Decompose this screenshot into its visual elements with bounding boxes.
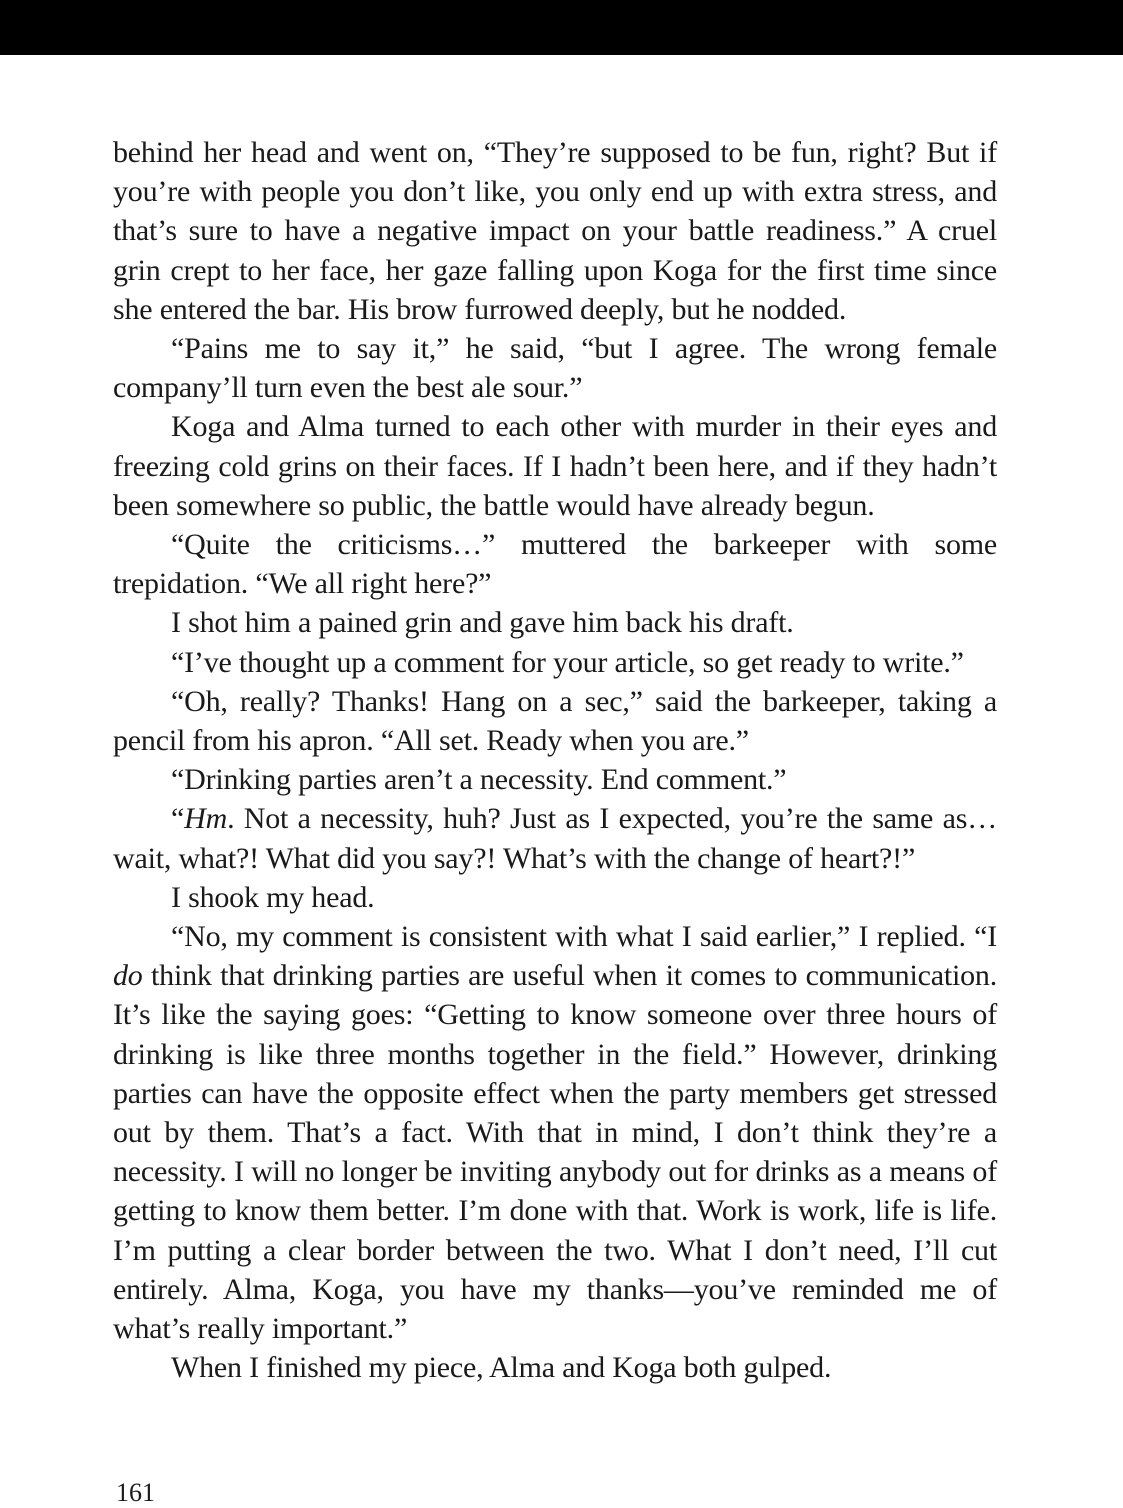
paragraph bbox=[113, 407, 997, 525]
text-run: I shot him a pained grin and gave him back his draft. bbox=[171, 606, 794, 640]
italic-text: Hm bbox=[184, 802, 228, 836]
text-run: think that drinking parties are useful when it comes to communication. It’s like the saying goes: “Getting to know someone over three hours of drinking is like three months together in the field.” However, drinking parties can have the opposite effect when the party members get stressed out by them. That’s a fact. With that in mind, I don’t think they’re a necessity. I will no longer be inviting anybody out for drinks as a means of getting to know them better. I’m done with that. Work is work, life is life. I’m putting a clear border between the two. What I don’t need, I’ll cut entirely. Alma, Koga, you have my thanks—you’ve reminded me of what’s really important.” bbox=[113, 959, 997, 1346]
text-run: “Quite the criticisms…” muttered the barkeeper with some trepidation. “We all right here?” bbox=[113, 528, 997, 601]
text-run: “Oh, really? Thanks! Hang on a sec,” said the barkeeper, taking a pencil from his apron. “All set. Ready when you are.” bbox=[113, 684, 997, 758]
scan-top-border bbox=[0, 0, 1123, 55]
text-run: “ bbox=[171, 802, 185, 836]
paragraph bbox=[113, 682, 997, 760]
paragraph bbox=[113, 643, 997, 682]
italic-text: do bbox=[113, 959, 143, 993]
text-run: “I’ve thought up a comment for your article, so get ready to write.” bbox=[171, 645, 964, 679]
text-run: behind her head and went on, “They’re supposed to be fun, right? But if you’re with people you don’t like, you only end up with extra stress, and that’s sure to have a negative impact on your battle readiness.” A cruel grin crept to her face, her gaze falling upon Koga for the first time since she entered the bar. His brow furrowed deeply, but he nodded. bbox=[113, 136, 997, 326]
paragraph bbox=[113, 329, 997, 407]
text-run: When I finished my piece, Alma and Koga both gulped. bbox=[171, 1351, 832, 1385]
text-run: “No, my comment is consistent with what I said earlier,” I replied. “I bbox=[171, 920, 997, 954]
text-run: I shook my head. bbox=[171, 880, 375, 914]
paragraph bbox=[113, 878, 997, 917]
paragraph bbox=[113, 917, 997, 1348]
paragraph bbox=[113, 133, 997, 329]
paragraph bbox=[113, 1348, 997, 1387]
page-number: 161 bbox=[116, 1478, 155, 1507]
paragraph bbox=[113, 525, 997, 603]
text-run: “Pains me to say it,” he said, “but I agree. The wrong female company’ll turn even the best ale sour.” bbox=[113, 332, 997, 405]
paragraph bbox=[113, 760, 997, 799]
paragraph bbox=[113, 799, 997, 877]
paragraph bbox=[113, 603, 997, 642]
body-text bbox=[113, 133, 997, 1388]
text-run: “Drinking parties aren’t a necessity. End comment.” bbox=[171, 763, 787, 797]
text-run: . Not a necessity, huh? Just as I expected, you’re the same as… wait, what?! What did you say?! What’s with the change of heart?!” bbox=[113, 802, 997, 875]
text-run: Koga and Alma turned to each other with murder in their eyes and freezing cold grins on their faces. If I hadn’t been here, and if they hadn’t been somewhere so public, the battle would have already begun. bbox=[113, 410, 997, 522]
